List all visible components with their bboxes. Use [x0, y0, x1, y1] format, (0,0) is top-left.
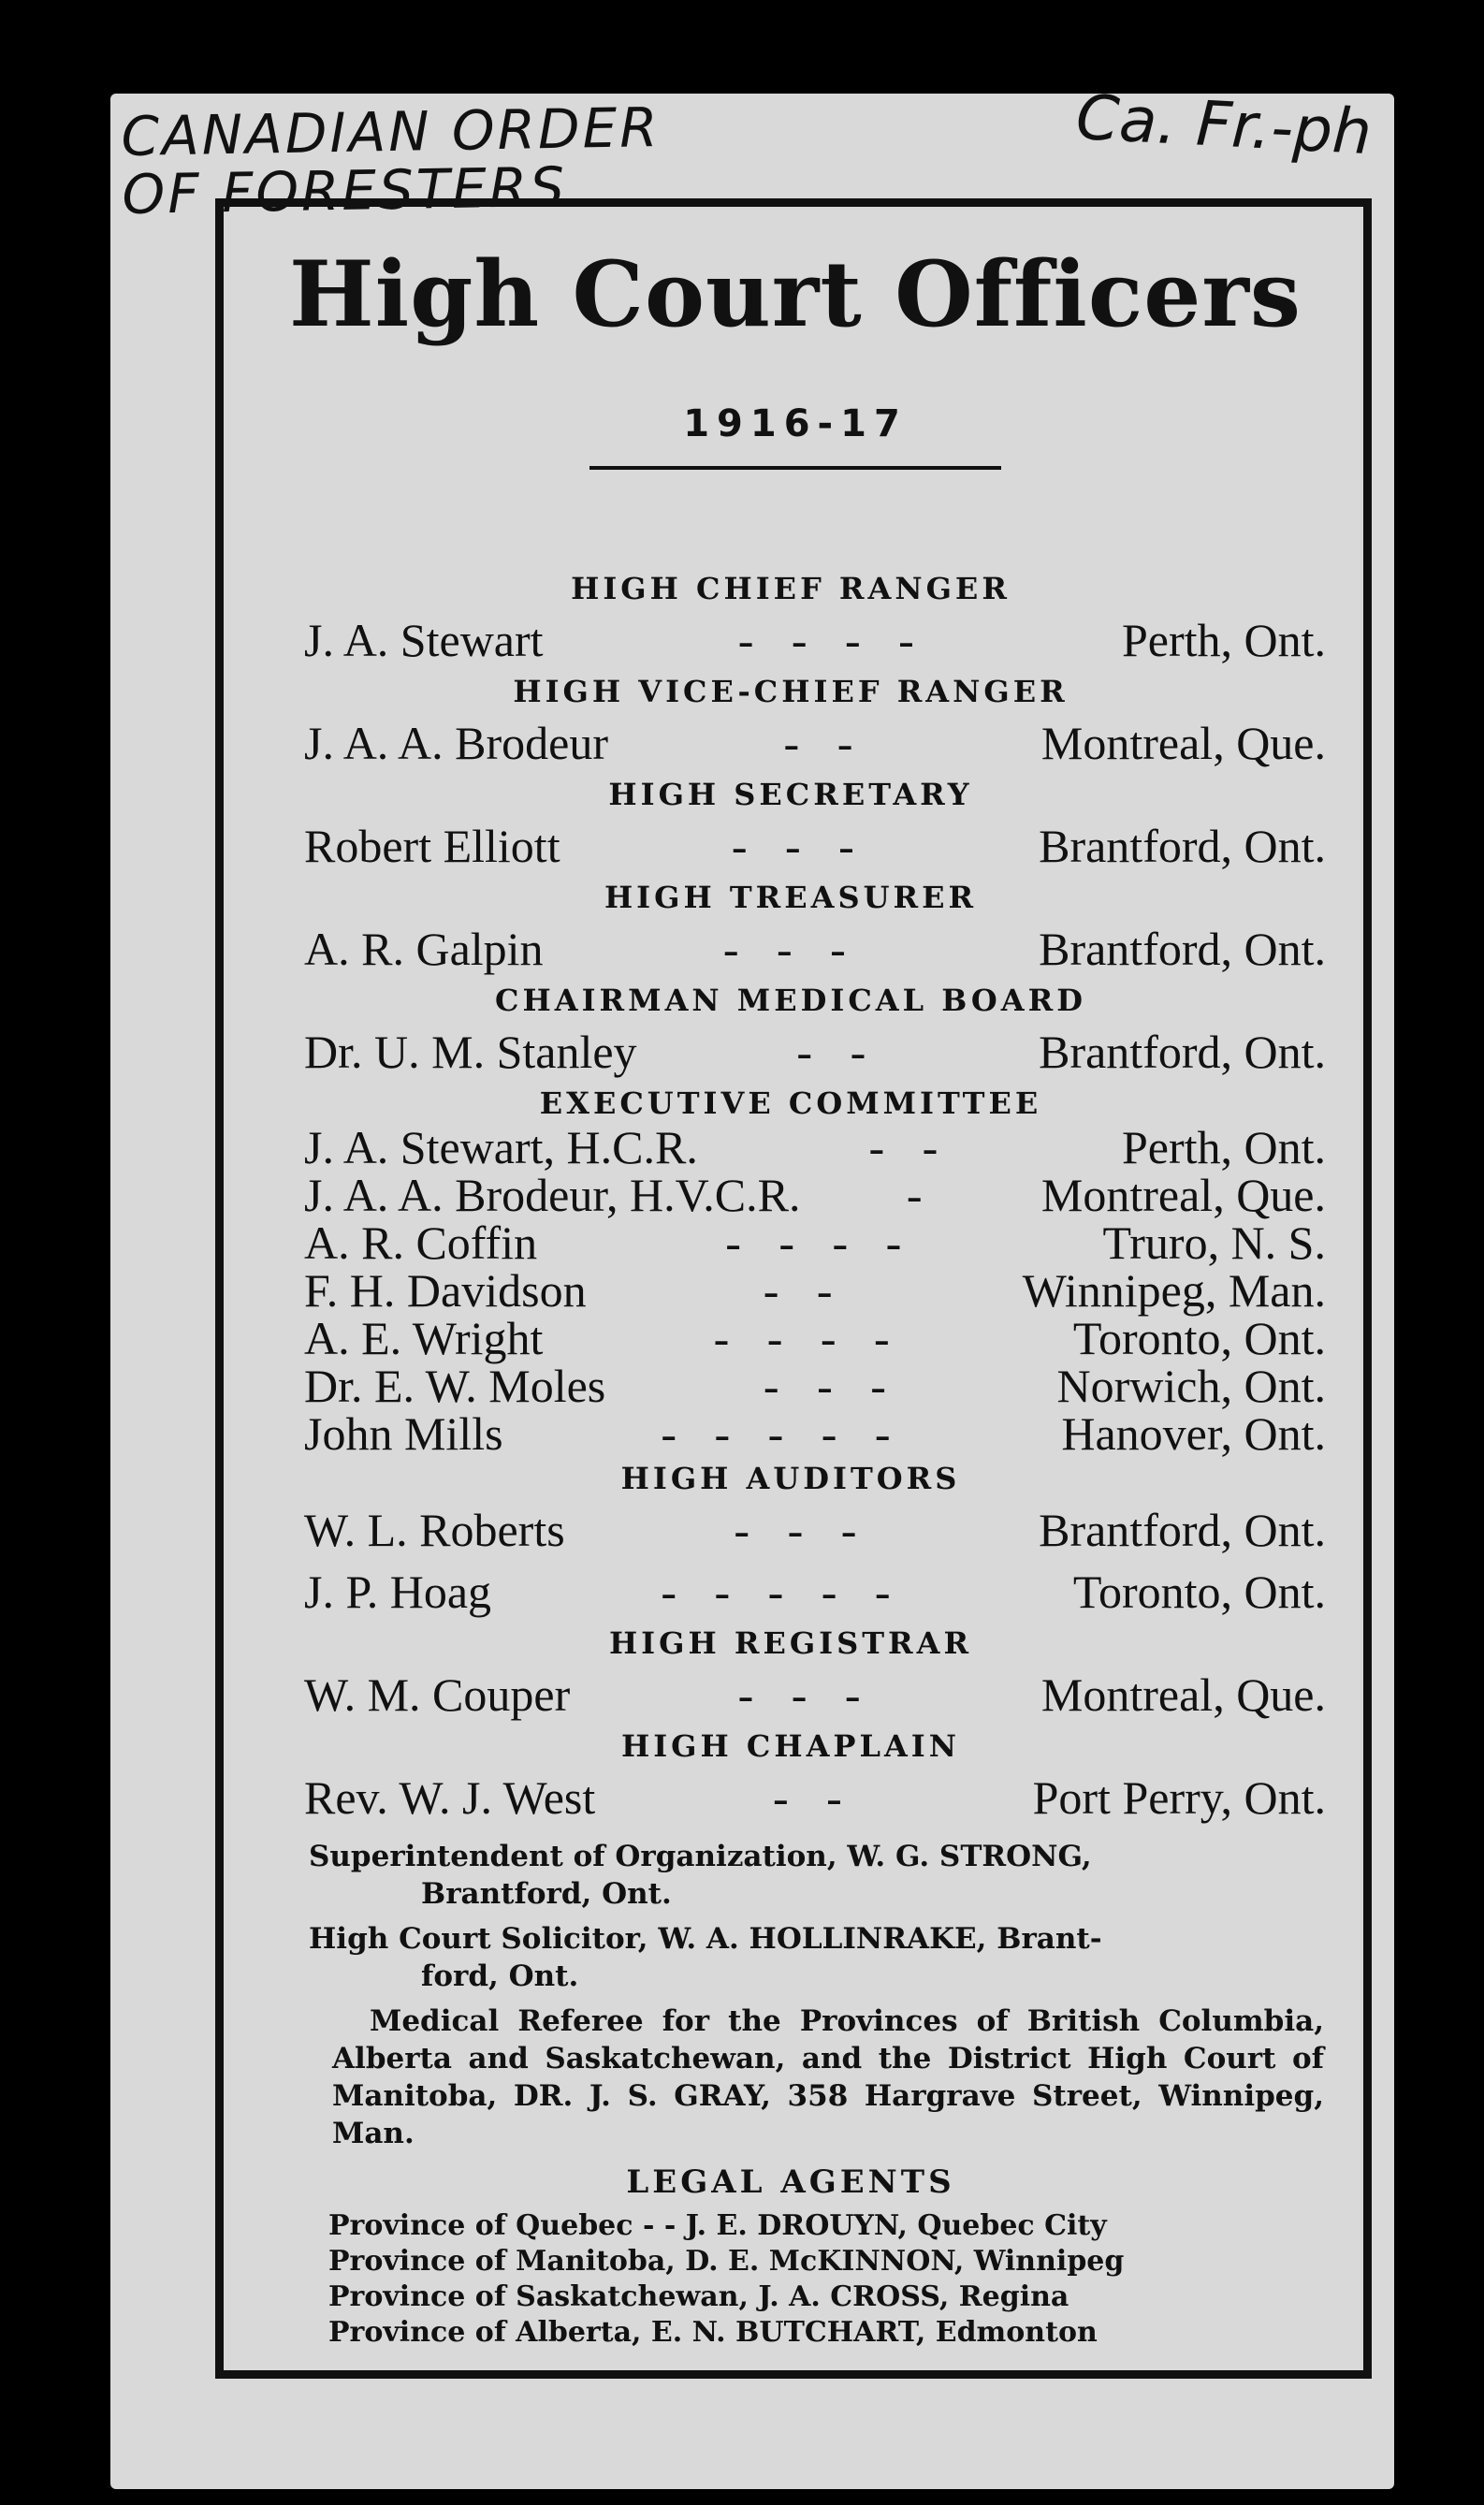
- officer-name: J. P. Hoag: [304, 1566, 492, 1618]
- officer-name: A. R. Galpin: [304, 923, 544, 975]
- officer-name: A. R. Coffin: [304, 1216, 538, 1269]
- officer-row: [239, 1312, 1343, 1364]
- page-title: High Court Officers: [289, 241, 1302, 347]
- document-body: [239, 225, 1352, 2351]
- officer-location: Brantford, Ont.: [1039, 820, 1326, 872]
- handwritten-line: OF FORESTERS: [121, 154, 568, 227]
- officer-name: A. E. Wright: [304, 1312, 544, 1364]
- solicitor-note: [239, 1920, 1343, 1995]
- legal-agent-line: Province of Saskatchewan, J. A. CROSS, Regina: [328, 2280, 1069, 2313]
- leader-dashes: - -: [868, 1121, 952, 1173]
- officer-row: [239, 1407, 1343, 1460]
- officer-name: Robert Elliott: [304, 820, 560, 872]
- legal-agent-line: Province of Quebec - - J. E. DROUYN, Quebec City: [328, 2209, 1107, 2242]
- officer-location: Montreal, Que.: [1040, 1169, 1326, 1221]
- officer-name: John Mills: [304, 1407, 503, 1460]
- leader-dashes: - -: [773, 1771, 855, 1824]
- section-heading: HIGH TREASURER: [604, 880, 978, 915]
- section-heading: EXECUTIVE COMMITTEE: [539, 1085, 1042, 1121]
- officer-name: Rev. W. J. West: [304, 1771, 596, 1824]
- officer-location: Winnipeg, Man.: [1022, 1264, 1326, 1317]
- officer-name: J. A. Stewart: [304, 614, 544, 666]
- officer-name: W. L. Roberts: [304, 1504, 565, 1556]
- leader-dashes: - - -: [763, 1360, 899, 1412]
- officer-row: [239, 1121, 1343, 1173]
- leader-dashes: - - - - -: [661, 1566, 904, 1618]
- section-chairman-medical-board: [239, 980, 1343, 1083]
- officer-row: [239, 1216, 1343, 1269]
- legal-agents-list: [239, 2208, 1343, 2351]
- section-high-treasurer: [239, 877, 1343, 980]
- solicitor-line: High Court Solicitor, W. A. HOLLINRAKE, Brant-: [309, 1922, 1102, 1956]
- officer-row: [239, 1362, 1343, 1410]
- solicitor-line: ford, Ont.: [421, 1959, 579, 1993]
- handwritten-line: CANADIAN ORDER: [120, 95, 662, 169]
- officer-row: [239, 1169, 1343, 1221]
- section-high-registrar: [239, 1623, 1343, 1726]
- officer-name: Dr. E. W. Moles: [304, 1360, 606, 1412]
- section-high-chief-ranger: [239, 568, 1343, 671]
- officer-row: [239, 1561, 1343, 1623]
- leader-dashes: - -: [796, 1026, 880, 1078]
- leader-dashes: - - - -: [737, 614, 927, 666]
- legal-agents-heading: LEGAL AGENTS: [626, 2163, 955, 2201]
- legal-agent-line: Province of Manitoba, D. E. McKINNON, Winnipeg: [328, 2245, 1125, 2278]
- section-heading: HIGH VICE-CHIEF RANGER: [513, 674, 1069, 709]
- officer-location: Perth, Ont.: [1121, 1121, 1326, 1173]
- section-heading: HIGH REGISTRAR: [608, 1625, 973, 1661]
- legal-agent-line: Province of Alberta, E. N. BUTCHART, Edmonton: [328, 2316, 1098, 2349]
- leader-dashes: - -: [783, 717, 866, 769]
- officer-location: Brantford, Ont.: [1039, 1504, 1326, 1556]
- superintendent-note: [239, 1838, 1343, 1913]
- officer-name: J. A. A. Brodeur, H.V.C.R.: [304, 1169, 801, 1221]
- officer-location: Toronto, Ont.: [1072, 1566, 1326, 1618]
- superintendent-line: Superintendent of Organization, W. G. STRONG,: [309, 1840, 1092, 1873]
- handwritten-note-right: Ca. Fr.-ph: [1074, 80, 1374, 169]
- section-high-chaplain: [239, 1726, 1343, 1828]
- officer-row: [239, 712, 1343, 774]
- section-executive-committee: [239, 1083, 1343, 1458]
- officer-location: Montreal, Que.: [1040, 717, 1326, 769]
- officer-row: [239, 1767, 1343, 1828]
- leader-dashes: - - -: [731, 820, 867, 872]
- section-high-vice-chief-ranger: [239, 671, 1343, 774]
- officer-location: Truro, N. S.: [1102, 1216, 1326, 1269]
- section-heading: HIGH CHIEF RANGER: [571, 571, 1011, 606]
- leader-dashes: - - - - -: [661, 1407, 904, 1460]
- officer-row: [239, 609, 1343, 671]
- section-high-auditors: [239, 1458, 1343, 1623]
- officer-name: F. H. Davidson: [304, 1264, 587, 1317]
- section-heading: HIGH AUDITORS: [620, 1461, 961, 1496]
- leader-dashes: - -: [763, 1264, 846, 1317]
- leader-dashes: -: [906, 1169, 936, 1221]
- leader-dashes: - - -: [722, 923, 859, 975]
- officer-row: [239, 1499, 1343, 1561]
- officer-location: Brantford, Ont.: [1039, 923, 1326, 975]
- officer-location: Port Perry, Ont.: [1032, 1771, 1326, 1824]
- medical-referee-note: Medical Referee for the Provinces of British Columbia, Alberta and Saskatchewan, and the District High Court of Manitoba, DR. J. S. GRAY, 358 Hargrave Street, Winnipeg, Man.: [332, 2004, 1324, 2150]
- leader-dashes: - - -: [734, 1504, 870, 1556]
- officer-row: [239, 1264, 1343, 1317]
- officer-name: J. A. Stewart, H.C.R.: [304, 1121, 698, 1173]
- officer-location: Brantford, Ont.: [1039, 1026, 1326, 1078]
- section-heading: HIGH SECRETARY: [608, 777, 973, 812]
- officer-location: Toronto, Ont.: [1072, 1312, 1326, 1364]
- leader-dashes: - - - -: [713, 1312, 903, 1364]
- officer-row: [239, 1664, 1343, 1726]
- title-rule: [589, 466, 1001, 470]
- officer-list: [239, 568, 1352, 2351]
- section-high-secretary: [239, 774, 1343, 877]
- year-label: 1916-17: [683, 402, 908, 445]
- officer-location: Norwich, Ont.: [1056, 1360, 1326, 1412]
- officer-name: Dr. U. M. Stanley: [304, 1026, 637, 1078]
- section-heading: HIGH CHAPLAIN: [620, 1728, 961, 1764]
- officer-location: Perth, Ont.: [1121, 614, 1326, 666]
- officer-location: Hanover, Ont.: [1061, 1407, 1326, 1460]
- officer-name: J. A. A. Brodeur: [304, 717, 608, 769]
- officer-row: [239, 815, 1343, 877]
- section-heading: CHAIRMAN MEDICAL BOARD: [495, 983, 1086, 1018]
- leader-dashes: - - - -: [725, 1216, 915, 1269]
- officer-row: [239, 918, 1343, 980]
- officer-location: Montreal, Que.: [1040, 1668, 1326, 1721]
- officer-row: [239, 1021, 1343, 1083]
- superintendent-line: Brantford, Ont.: [421, 1877, 672, 1911]
- officer-name: W. M. Couper: [304, 1668, 571, 1721]
- leader-dashes: - - -: [737, 1668, 874, 1721]
